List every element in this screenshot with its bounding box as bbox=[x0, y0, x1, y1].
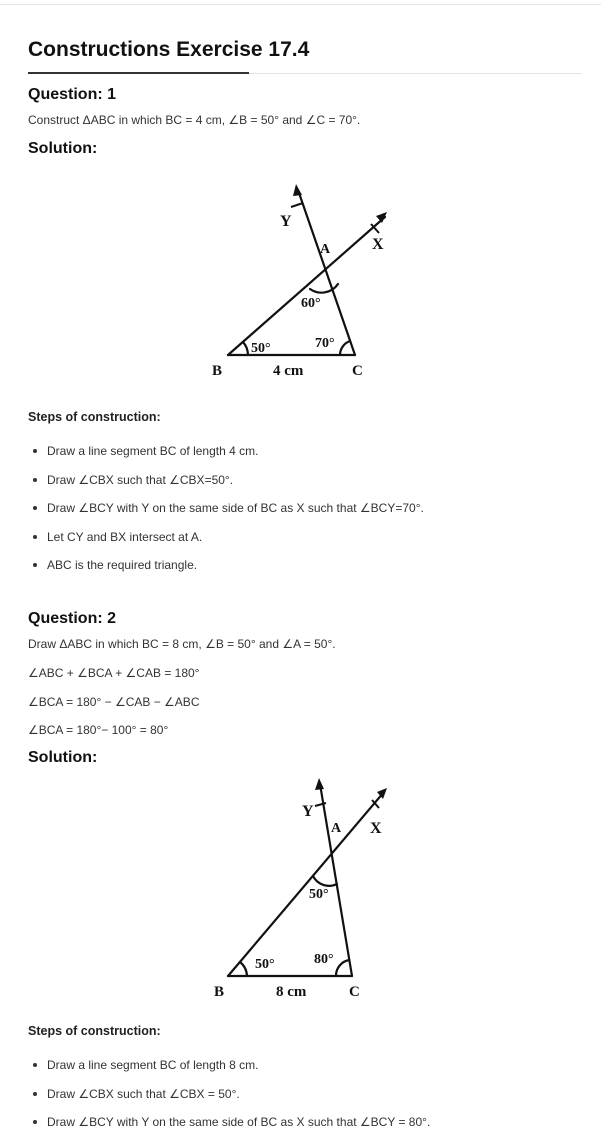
q1-label-y: Y bbox=[280, 213, 292, 230]
q2-angle-a: 50° bbox=[309, 887, 329, 902]
q2-label-c: C bbox=[349, 984, 360, 1000]
q2-arc-b bbox=[240, 962, 247, 976]
q2-arc-c bbox=[336, 960, 349, 976]
q2-label-a: A bbox=[331, 821, 342, 836]
q1-arc-c bbox=[340, 341, 350, 355]
question-2-steps-list bbox=[28, 1058, 588, 1144]
q1-angle-a: 60° bbox=[301, 296, 321, 311]
question-1-steps-list bbox=[28, 444, 588, 587]
list-item: Draw ∠CBX such that ∠CBX=50°. bbox=[28, 473, 588, 502]
list-item: Draw ∠BCY with Y on the same side of BC as X such that ∠BCY=70°. bbox=[28, 501, 588, 530]
question-1-steps-heading: Steps of construction: bbox=[28, 410, 161, 424]
list-item: Draw a line segment BC of length 8 cm. bbox=[28, 1058, 588, 1087]
q1-arc-b bbox=[243, 342, 248, 355]
q1-label-x: X bbox=[372, 236, 384, 253]
q2-label-x: X bbox=[370, 820, 382, 837]
question-2-steps-heading: Steps of construction: bbox=[28, 1024, 161, 1038]
question-2-solution-label: Solution: bbox=[28, 749, 98, 766]
list-item: ABC is the required triangle. bbox=[28, 558, 588, 587]
q2-arc-a bbox=[313, 876, 337, 886]
q1-arrow-y bbox=[293, 184, 302, 196]
q1-label-b: B bbox=[212, 363, 223, 379]
question-2-equation-2: ∠BCA = 180° − ∠CAB − ∠ABC bbox=[28, 695, 200, 709]
question-2-equation-1: ∠ABC + ∠BCA + ∠CAB = 180° bbox=[28, 666, 200, 680]
question-1-heading: Question: 1 bbox=[28, 86, 117, 103]
q1-ray-bx bbox=[228, 217, 385, 355]
question-1-solution-label: Solution: bbox=[28, 140, 98, 157]
list-item: Draw ∠BCY with Y on the same side of BC as X such that ∠BCY = 80°. bbox=[28, 1115, 588, 1144]
q2-ray-cy bbox=[320, 784, 352, 976]
question-2-figure bbox=[0, 760, 601, 1010]
question-2-equation-3: ∠BCA = 180°− 100° = 80° bbox=[28, 723, 169, 737]
q2-side-length: 8 cm bbox=[276, 984, 307, 1000]
q2-angle-c: 80° bbox=[314, 952, 334, 967]
q1-label-c: C bbox=[352, 363, 363, 379]
list-item: Draw ∠CBX such that ∠CBX = 50°. bbox=[28, 1087, 588, 1116]
list-item: Let CY and BX intersect at A. bbox=[28, 530, 588, 559]
q2-arrow-y bbox=[315, 778, 324, 790]
q2-angle-b: 50° bbox=[255, 957, 275, 972]
q1-angle-c: 70° bbox=[315, 336, 335, 351]
question-1-figure bbox=[0, 0, 601, 400]
page-title: Constructions Exercise 17.4 bbox=[28, 38, 310, 61]
q1-ray-cy bbox=[298, 190, 355, 355]
q1-angle-b: 50° bbox=[251, 341, 271, 356]
question-2-text: Draw ΔABC in which BC = 8 cm, ∠B = 50° and ∠A = 50°. bbox=[28, 637, 336, 651]
q2-label-y: Y bbox=[302, 803, 314, 820]
question-1-text: Construct ΔABC in which BC = 4 cm, ∠B = 50° and ∠C = 70°. bbox=[28, 113, 361, 127]
q2-label-b: B bbox=[214, 984, 225, 1000]
question-2-heading: Question: 2 bbox=[28, 610, 117, 627]
list-item: Draw a line segment BC of length 4 cm. bbox=[28, 444, 588, 473]
q1-side-length: 4 cm bbox=[273, 363, 304, 379]
q1-label-a: A bbox=[320, 242, 331, 257]
